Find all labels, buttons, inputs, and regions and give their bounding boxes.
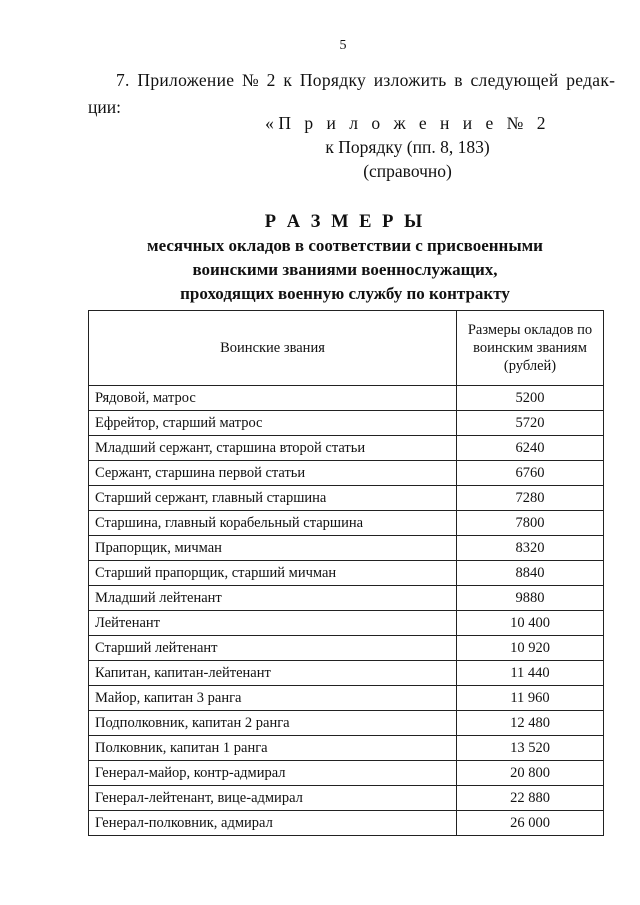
table-row (89, 436, 604, 461)
rank-cell: Старшина, главный корабельный старшина (89, 511, 457, 536)
table-row (89, 561, 604, 586)
table-row (89, 786, 604, 811)
table-row (89, 486, 604, 511)
rank-cell: Генерал-лейтенант, вице-адмирал (89, 786, 457, 811)
salary-cell: 7800 (457, 511, 604, 536)
page-number: 5 (339, 38, 347, 53)
rank-cell: Старший лейтенант (89, 636, 457, 661)
rank-cell: Старший прапорщик, старший мичман (89, 561, 457, 586)
rank-cell: Подполковник, капитан 2 ранга (89, 711, 457, 736)
rank-cell: Генерал-полковник, адмирал (89, 811, 457, 836)
rank-cell: Капитан, капитан-лейтенант (89, 661, 457, 686)
salary-cell: 12 480 (457, 711, 604, 736)
paragraph-text-continued: ции: (88, 97, 121, 117)
rank-cell: Лейтенант (89, 611, 457, 636)
salary-cell: 6760 (457, 461, 604, 486)
rank-cell: Ефрейтор, старший матрос (89, 411, 457, 436)
table-row (89, 611, 604, 636)
appendix-title: «П р и л о ж е н и е № 2 (265, 113, 550, 133)
table-row (89, 386, 604, 411)
table-row (89, 686, 604, 711)
appendix-reference (265, 111, 550, 183)
salary-cell: 9880 (457, 586, 604, 611)
table-row (89, 586, 604, 611)
title-line: воинскими званиями военнослужащих, (192, 260, 498, 279)
table-row (89, 411, 604, 436)
salary-cell: 5720 (457, 411, 604, 436)
appendix-note: (справочно) (363, 161, 452, 181)
paragraph-text: 7. Приложение № 2 к Порядку изложить в следующей редак- (116, 70, 616, 90)
table-row (89, 711, 604, 736)
salary-cell: 8840 (457, 561, 604, 586)
title-line: месячных окладов в соответствии с присвоенными (147, 236, 543, 255)
title-line: проходящих военную службу по контракту (180, 284, 510, 303)
salary-cell: 11 440 (457, 661, 604, 686)
salary-cell: 10 920 (457, 636, 604, 661)
salary-cell: 10 400 (457, 611, 604, 636)
salary-cell: 7280 (457, 486, 604, 511)
rank-cell: Полковник, капитан 1 ранга (89, 736, 457, 761)
appendix-order-ref: к Порядку (пп. 8, 183) (325, 137, 490, 157)
rank-cell: Сержант, старшина первой статьи (89, 461, 457, 486)
table-row (89, 511, 604, 536)
table-row (89, 661, 604, 686)
rank-cell: Младший сержант, старшина второй статьи (89, 436, 457, 461)
table-row (89, 536, 604, 561)
salary-cell: 22 880 (457, 786, 604, 811)
salary-cell: 26 000 (457, 811, 604, 836)
salary-cell: 5200 (457, 386, 604, 411)
table-row (89, 761, 604, 786)
header-salary: Размеры окладов по воинским званиям (рублей) (457, 311, 604, 386)
document-title (0, 210, 640, 306)
table-row (89, 636, 604, 661)
table-row (89, 811, 604, 836)
header-rank: Воинские звания (89, 311, 457, 386)
salary-cell: 20 800 (457, 761, 604, 786)
rank-cell: Старший сержант, главный старшина (89, 486, 457, 511)
table-row (89, 461, 604, 486)
salary-cell: 11 960 (457, 686, 604, 711)
salary-cell: 8320 (457, 536, 604, 561)
title-main: Р А З М Е Р Ы (264, 212, 426, 232)
rank-cell: Младший лейтенант (89, 586, 457, 611)
rank-cell: Генерал-майор, контр-адмирал (89, 761, 457, 786)
salary-cell: 6240 (457, 436, 604, 461)
salary-table (88, 310, 604, 836)
rank-cell: Прапорщик, мичман (89, 536, 457, 561)
salary-cell: 13 520 (457, 736, 604, 761)
table-row (89, 736, 604, 761)
rank-cell: Рядовой, матрос (89, 386, 457, 411)
rank-cell: Майор, капитан 3 ранга (89, 686, 457, 711)
